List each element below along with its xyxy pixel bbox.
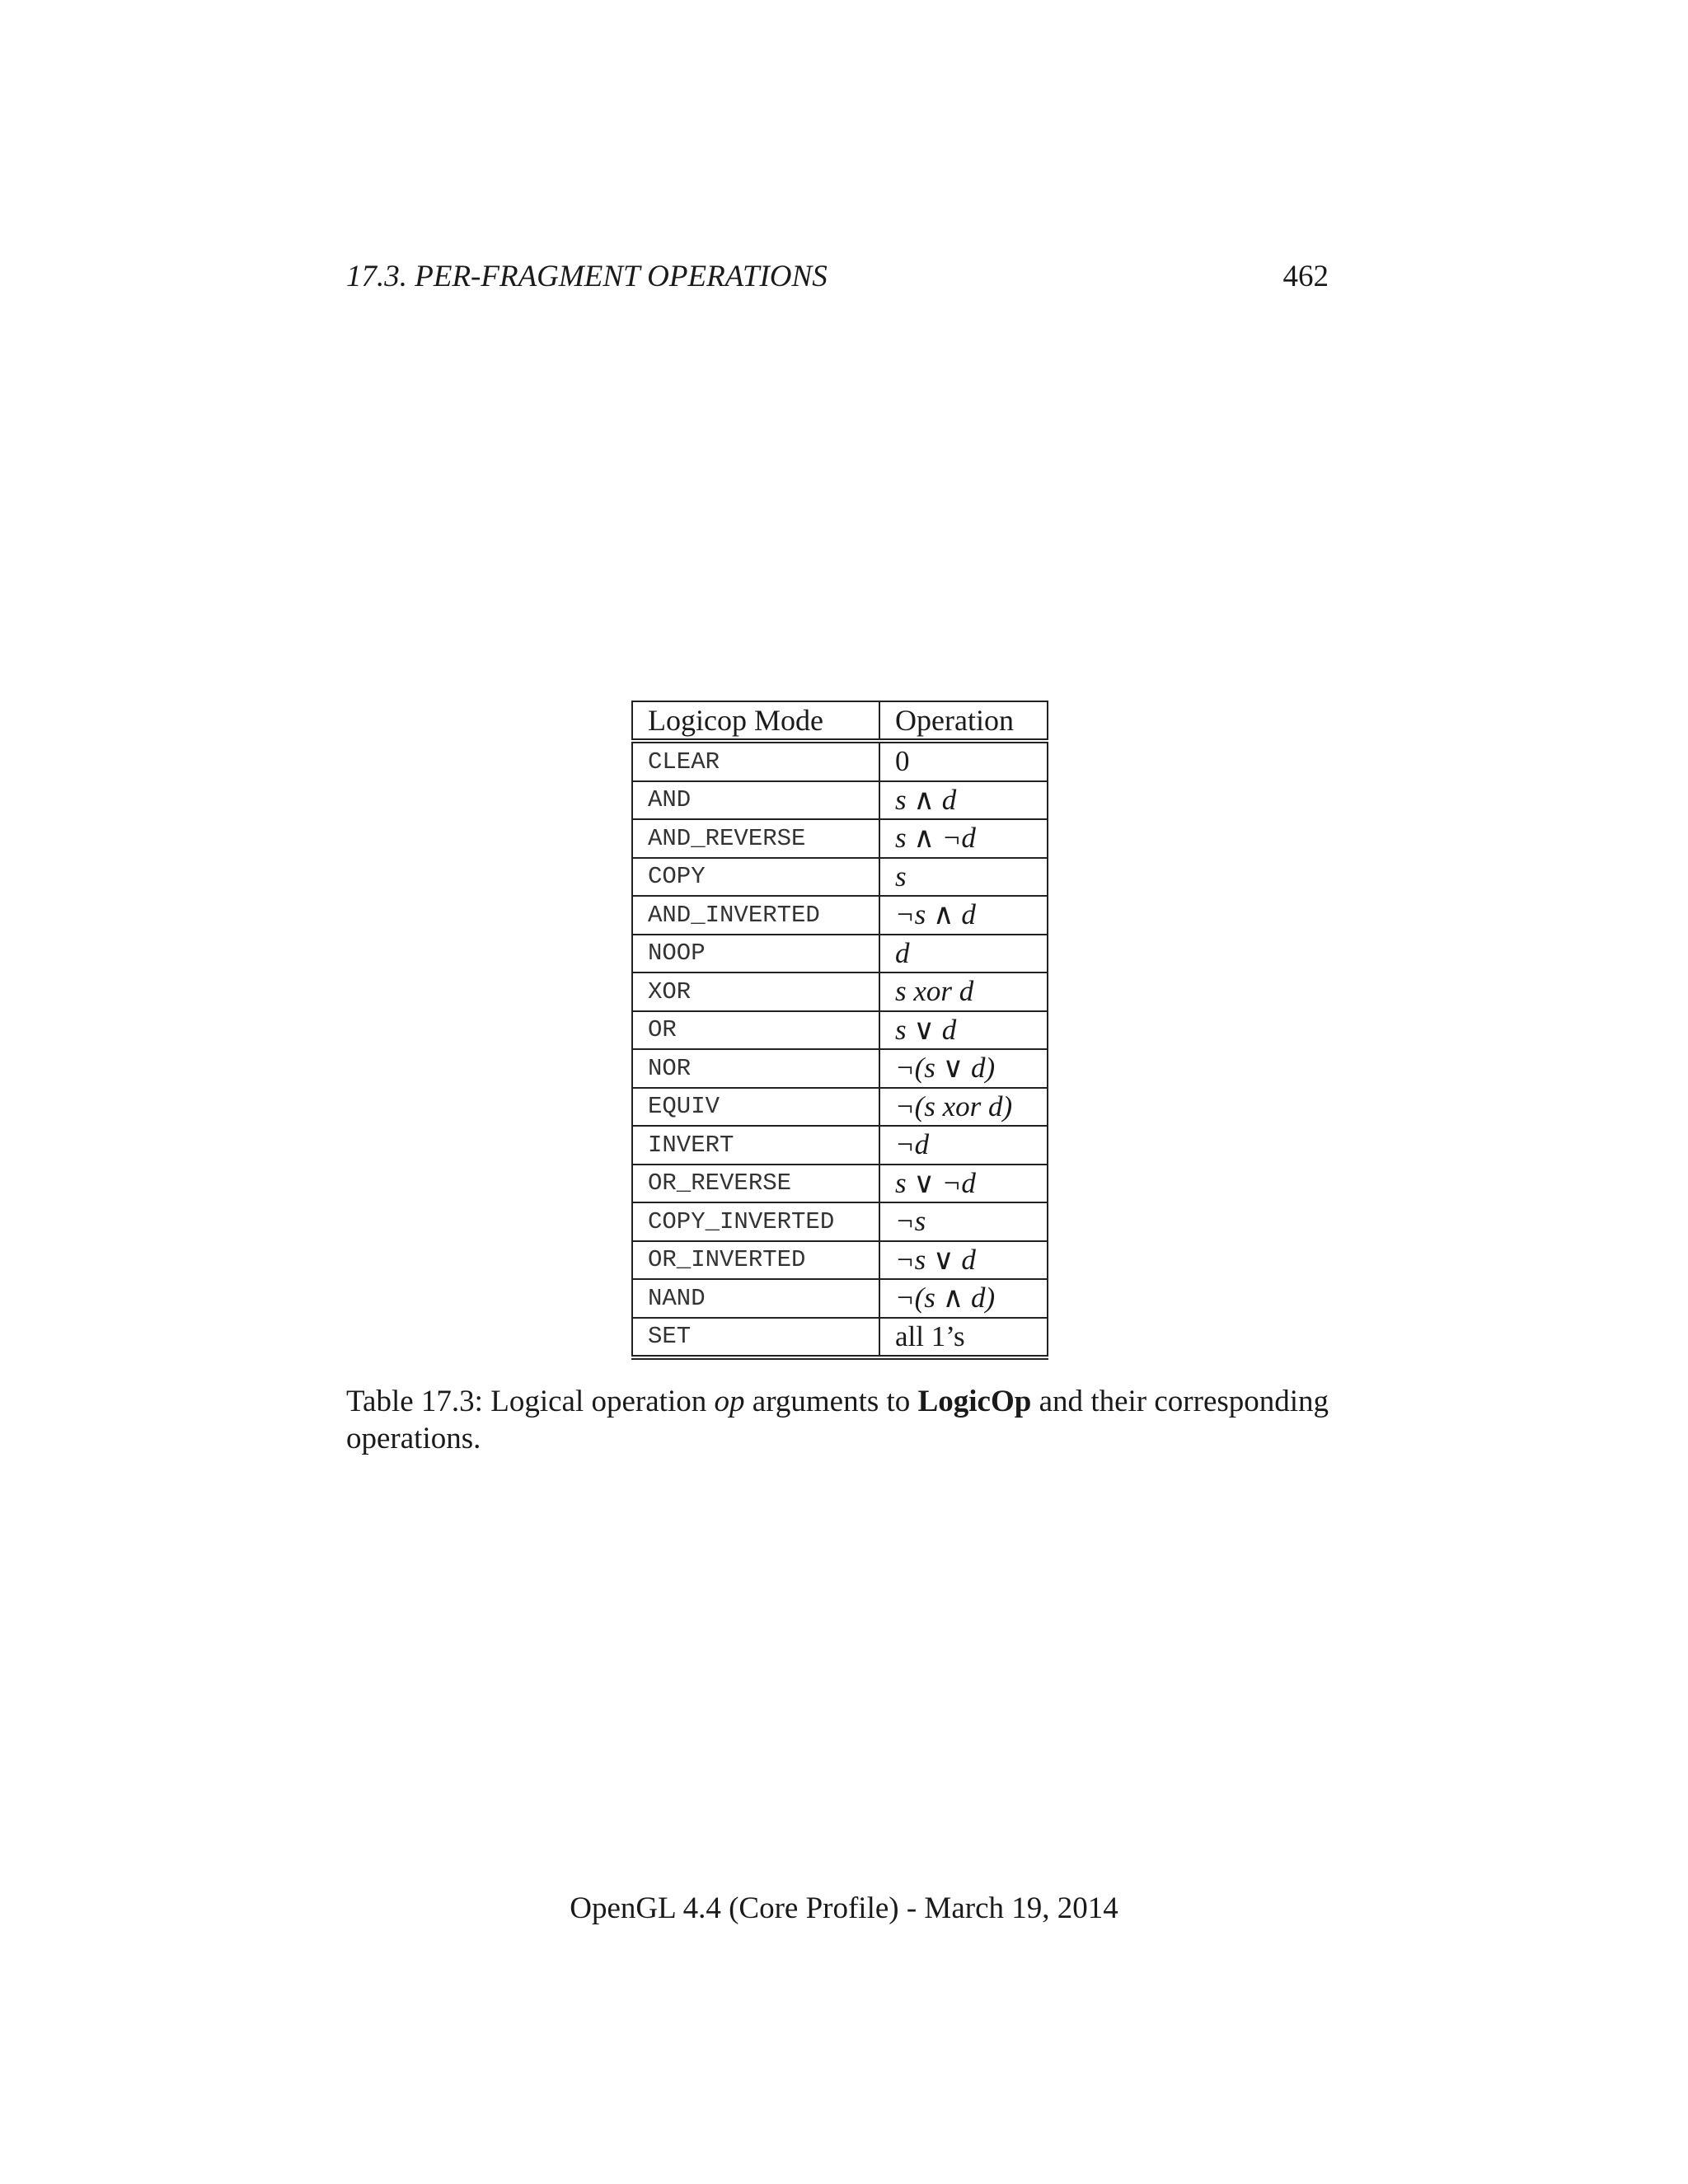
logicop-operation: s — [879, 858, 1048, 897]
caption-text: Logical operation — [490, 1385, 707, 1418]
logicop-operation: ¬s ∨ d — [879, 1241, 1048, 1280]
logicop-table-container — [631, 701, 1047, 1360]
logicop-mode: OR — [632, 1011, 879, 1050]
table-row — [632, 1279, 1048, 1318]
table-row — [632, 741, 1048, 781]
logicop-operation: ¬s — [879, 1202, 1048, 1241]
table-body — [632, 741, 1048, 1357]
logicop-mode: OR_REVERSE — [632, 1165, 879, 1203]
logicop-mode: NOR — [632, 1049, 879, 1088]
logicop-operation: ¬(s ∨ d) — [879, 1049, 1048, 1088]
logicop-operation: d — [879, 935, 1048, 973]
logicop-table — [631, 701, 1048, 1360]
running-title: 17.3. PER-FRAGMENT OPERATIONS — [346, 260, 828, 293]
logicop-mode: AND_INVERTED — [632, 896, 879, 935]
caption-text: arguments to — [752, 1385, 911, 1418]
logicop-operation: ¬(s ∧ d) — [879, 1279, 1048, 1318]
caption-emphasis: op — [714, 1385, 745, 1418]
logicop-operation: s ∧ ¬d — [879, 819, 1048, 858]
logicop-operation: s ∧ d — [879, 781, 1048, 820]
column-header-operation: Operation — [879, 701, 1048, 741]
table-row — [632, 819, 1048, 858]
table-row — [632, 781, 1048, 820]
page-header — [346, 259, 1329, 300]
page-footer: OpenGL 4.4 (Core Profile) - March 19, 2014 — [570, 1891, 1118, 1925]
table-row — [632, 1318, 1048, 1358]
table-row — [632, 1165, 1048, 1203]
logicop-operation: ¬(s xor d) — [879, 1088, 1048, 1127]
logicop-mode: AND_REVERSE — [632, 819, 879, 858]
table-row — [632, 972, 1048, 1011]
logicop-mode: AND — [632, 781, 879, 820]
table-row — [632, 896, 1048, 935]
caption-command-name: LogicOp — [917, 1385, 1032, 1418]
logicop-mode: COPY_INVERTED — [632, 1202, 879, 1241]
table-row — [632, 1126, 1048, 1165]
table-row — [632, 1049, 1048, 1088]
logicop-operation: s ∨ ¬d — [879, 1165, 1048, 1203]
logicop-mode: INVERT — [632, 1126, 879, 1165]
table-header-row — [632, 701, 1048, 741]
logicop-operation: ¬d — [879, 1126, 1048, 1165]
logicop-operation: ¬s ∧ d — [879, 896, 1048, 935]
table-row — [632, 1202, 1048, 1241]
logicop-mode: SET — [632, 1318, 879, 1358]
logicop-mode: EQUIV — [632, 1088, 879, 1127]
table-row — [632, 935, 1048, 973]
table-row — [632, 1088, 1048, 1127]
logicop-operation: s xor d — [879, 972, 1048, 1011]
table-row — [632, 1011, 1048, 1050]
logicop-operation: 0 — [879, 741, 1048, 781]
logicop-mode: XOR — [632, 972, 879, 1011]
table-row — [632, 1241, 1048, 1280]
logicop-operation: all 1’s — [879, 1318, 1048, 1358]
column-header-mode: Logicop Mode — [632, 701, 879, 741]
logicop-mode: NAND — [632, 1279, 879, 1318]
logicop-operation: s ∨ d — [879, 1011, 1048, 1050]
table-caption — [346, 1383, 1329, 1457]
logicop-mode: NOOP — [632, 935, 879, 973]
page-number: 462 — [1282, 260, 1329, 293]
caption-text: and their corresponding operations. — [346, 1385, 1329, 1455]
logicop-mode: CLEAR — [632, 741, 879, 781]
caption-label: Table 17.3: — [346, 1385, 483, 1418]
logicop-mode: COPY — [632, 858, 879, 897]
logicop-mode: OR_INVERTED — [632, 1241, 879, 1280]
table-row — [632, 858, 1048, 897]
